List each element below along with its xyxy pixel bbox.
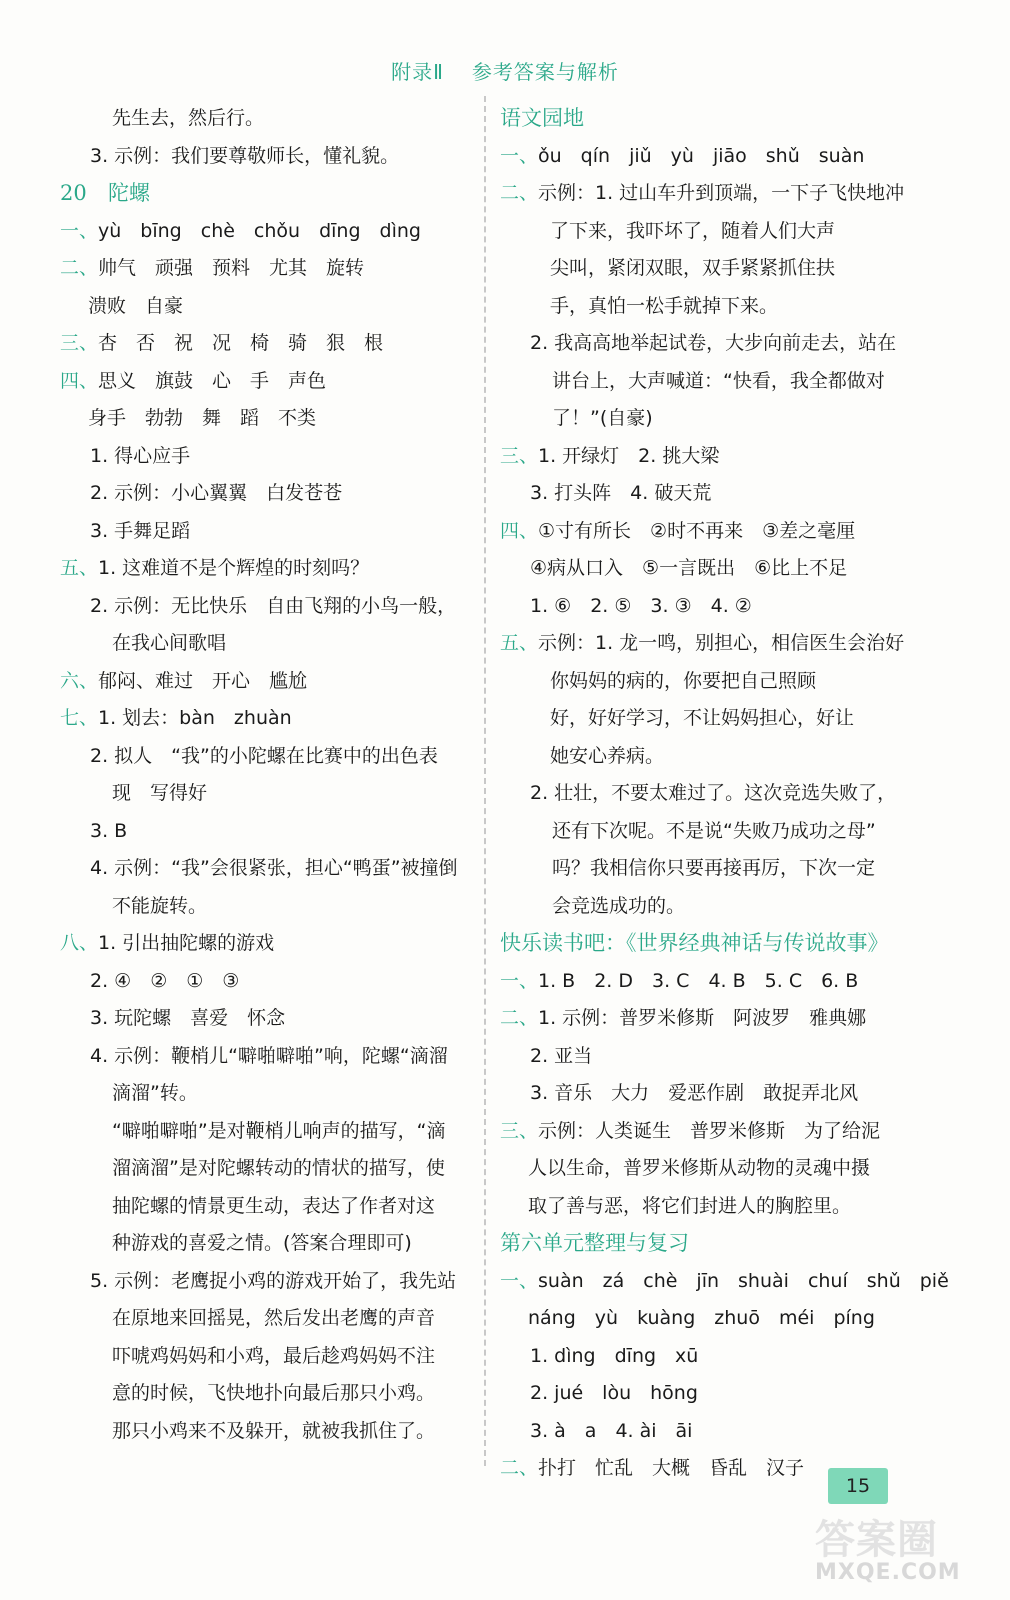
answer-text: 思义 旗鼓 心 手 声色 — [98, 369, 327, 392]
answer-line: 讲台上，大声喊道：“快看，我全都做对 — [552, 369, 885, 392]
answer-line: 你妈妈的病的，你要把自己照顾 — [550, 669, 817, 692]
answer-line: 2. 我高高地举起试卷，大步向前走去，站在 — [530, 332, 897, 354]
answer-line — [500, 1113, 910, 1151]
question-number: 五、 — [500, 632, 539, 654]
question-number: 二、 — [500, 1457, 539, 1479]
lesson-name: 陀螺 — [108, 181, 150, 205]
section-title: 第六单元整理与复习 — [500, 1231, 689, 1255]
question-number: 二、 — [500, 1007, 539, 1029]
header-title: 参考答案与解析 — [471, 60, 619, 84]
page-header — [0, 56, 1010, 85]
answer-line: 2. 示例：无比快乐 自由飞翔的小鸟一般， — [90, 594, 457, 617]
watermark-bottom: MXQE.COM — [815, 1560, 961, 1585]
answer-line: 溃败 自豪 — [88, 294, 184, 317]
answer-line: 抽陀螺的情景更生动，表达了作者对这 — [112, 1194, 436, 1217]
question-number: 七、 — [60, 707, 99, 729]
answer-text: 1. B 2. D 3. C 4. B 5. C 6. B — [538, 969, 859, 992]
answer-text: ǒu qín jiǔ yù jiāo shǔ suàn — [538, 144, 865, 167]
answer-line: 1. dìng dīng xū — [530, 1344, 699, 1367]
answer-line: 会竞选成功的。 — [552, 894, 686, 917]
answer-text: 扑打 忙乱 大概 昏乱 汉子 — [538, 1457, 805, 1479]
answer-line: náng yù kuàng zhuō méi píng — [528, 1307, 875, 1329]
answer-line: 1. ⑥ 2. ⑤ 3. ③ 4. ② — [530, 594, 752, 617]
answer-line: 吓唬鸡妈妈和小鸡，最后趁鸡妈妈不注 — [112, 1344, 436, 1367]
answer-text: 1. 开绿灯 2. 挑大梁 — [538, 444, 720, 467]
answer-line: 手，真怕一松手就掉下来。 — [550, 294, 779, 317]
question-number: 五、 — [60, 557, 99, 579]
section-title: 语文园地 — [500, 106, 584, 130]
answer-line: 2. 示例：小心翼翼 白发苍苍 — [90, 482, 343, 504]
answer-line: 3. B — [90, 819, 128, 842]
answer-line: 2. 壮壮，不要太难过了。这次竞选失败了， — [530, 782, 897, 804]
section-title: 快乐读书吧：《世界经典神话与传说故事》 — [500, 931, 889, 955]
answer-line — [60, 325, 465, 363]
answer-line: 3. 音乐 大力 爱恶作剧 敢捉弄北风 — [530, 1082, 859, 1104]
watermark-logo — [815, 1517, 1005, 1585]
answer-line: ④病从口入 ⑤一言既出 ⑥比上不足 — [530, 557, 848, 579]
answer-line: 2. 拟人 “我”的小陀螺在比赛中的出色表 — [90, 744, 438, 767]
answer-text: 示例：人类诞生 普罗米修斯 为了给泥 — [538, 1119, 881, 1142]
column-divider — [484, 96, 486, 1466]
answer-line — [60, 700, 465, 738]
answer-line: 滴溜”转。 — [112, 1082, 198, 1104]
answer-line: 意的时候，飞快地扑向最后那只小鸡。 — [112, 1382, 436, 1404]
answer-line — [500, 625, 910, 663]
answer-line: 溜滴溜”是对陀螺转动的情状的描写，使 — [112, 1157, 445, 1179]
answer-line: 2. ④ ② ① ③ — [90, 969, 240, 992]
answer-line — [60, 250, 465, 288]
answer-line: 了下来，我吓坏了，随着人们大声 — [550, 219, 836, 242]
appendix-label: 附录Ⅱ — [391, 60, 444, 84]
answer-text: 示例：1. 龙一鸣，别担心，相信医生会治好 — [538, 632, 905, 654]
answer-line: 尖叫，紧闭双眼，双手紧紧抓住扶 — [550, 257, 836, 279]
answer-line — [500, 963, 910, 1001]
answer-line — [500, 175, 910, 213]
answer-line: 3. 打头阵 4. 破天荒 — [530, 482, 712, 504]
answer-line: 人以生命，普罗米修斯从动物的灵魂中摄 — [528, 1157, 871, 1179]
answer-line: 先生去，然后行。 — [112, 107, 265, 129]
answer-line: 4. 示例：鞭梢儿“噼啪噼啪”响，陀螺“滴溜 — [90, 1044, 448, 1067]
answer-line: “噼啪噼啪”是对鞭梢儿响声的描写，“滴 — [112, 1119, 446, 1142]
answer-line: 她安心养病。 — [550, 744, 665, 767]
answer-line — [60, 363, 465, 401]
answer-line: 3. à a 4. ài āi — [530, 1419, 693, 1442]
answer-line: 了！”(自豪) — [552, 407, 653, 429]
answer-text: yù bīng chè chǒu dīng dìng — [98, 219, 421, 242]
question-number: 四、 — [500, 519, 539, 542]
page-number: 15 — [828, 1468, 888, 1504]
question-number: 一、 — [500, 144, 539, 167]
lesson-number: 20 — [60, 181, 87, 205]
question-number: 二、 — [500, 182, 539, 204]
answer-line: 吗？我相信你只要再接再厉，下次一定 — [552, 857, 876, 879]
answer-line: 2. jué lòu hōng — [530, 1382, 698, 1404]
answer-line — [60, 213, 465, 251]
answer-text: suàn zá chè jīn shuài chuí shǔ piě — [538, 1269, 949, 1292]
question-number: 八、 — [60, 932, 99, 954]
answer-line — [500, 513, 910, 551]
answer-line: 在原地来回摇晃，然后发出老鹰的声音 — [112, 1307, 436, 1329]
question-number: 二、 — [60, 257, 99, 279]
answer-line: 4. 示例：“我”会很紧张，担心“鸭蛋”被撞倒 — [90, 857, 458, 879]
answer-line: 取了善与恶，将它们封进人的胸腔里。 — [528, 1194, 852, 1217]
answer-line: 2. 亚当 — [530, 1044, 593, 1067]
watermark-top: 答案圈 — [815, 1517, 938, 1563]
answer-line: 现 写得好 — [112, 782, 208, 804]
question-number: 一、 — [60, 219, 99, 242]
answer-text: 1. 示例：普罗米修斯 阿波罗 雅典娜 — [538, 1007, 867, 1029]
question-number: 四、 — [60, 369, 99, 392]
question-number: 三、 — [500, 444, 539, 467]
answer-text: 1. 划去：bàn zhuàn — [98, 707, 292, 729]
answer-line: 身手 勃勃 舞 蹈 不类 — [88, 407, 317, 429]
answer-line — [60, 550, 465, 588]
answer-line: 好，好好学习，不让妈妈担心，好让 — [550, 707, 855, 729]
answer-line: 3. 手舞足蹈 — [90, 519, 191, 542]
answer-line: 种游戏的喜爱之情。(答案合理即可) — [112, 1232, 412, 1254]
answer-text: 示例：1. 过山车升到顶端，一下子飞快地冲 — [538, 182, 905, 204]
answer-text: 1. 这难道不是个辉煌的时刻吗？ — [98, 557, 370, 579]
lesson-title — [60, 175, 465, 213]
left-column — [60, 100, 465, 1450]
answer-text: 郁闷、难过 开心 尴尬 — [98, 669, 308, 692]
question-number: 一、 — [500, 1269, 539, 1292]
answer-line — [500, 1263, 949, 1301]
answer-line — [60, 925, 465, 963]
answer-line: 不能旋转。 — [112, 894, 208, 917]
answer-line — [500, 1000, 910, 1038]
answer-text: 1. 引出抽陀螺的游戏 — [98, 932, 275, 954]
right-column — [500, 100, 949, 1488]
answer-text: 杏 否 祝 况 椅 骑 狠 根 — [98, 332, 384, 354]
answer-line: 5. 示例：老鹰捉小鸡的游戏开始了，我先站 — [90, 1269, 457, 1292]
answer-line: 还有下次呢。不是说“失败乃成功之母” — [552, 819, 876, 842]
answer-line: 3. 玩陀螺 喜爱 怀念 — [90, 1007, 286, 1029]
answer-line — [500, 138, 910, 176]
question-number: 六、 — [60, 669, 99, 692]
answer-text: 帅气 顽强 预料 尤其 旋转 — [98, 257, 365, 279]
answer-line: 在我心间歌唱 — [112, 632, 227, 654]
question-number: 三、 — [60, 332, 99, 354]
answer-line: 那只小鸡来不及躲开，就被我抓住了。 — [112, 1419, 436, 1442]
question-number: 三、 — [500, 1119, 539, 1142]
answer-line — [500, 438, 910, 476]
answer-line: 3. 示例：我们要尊敬师长，懂礼貌。 — [90, 144, 400, 167]
question-number: 一、 — [500, 969, 539, 992]
answer-line — [60, 663, 465, 701]
answer-line: 1. 得心应手 — [90, 444, 191, 467]
answer-text: ①寸有所长 ②时不再来 ③差之毫厘 — [538, 519, 856, 542]
